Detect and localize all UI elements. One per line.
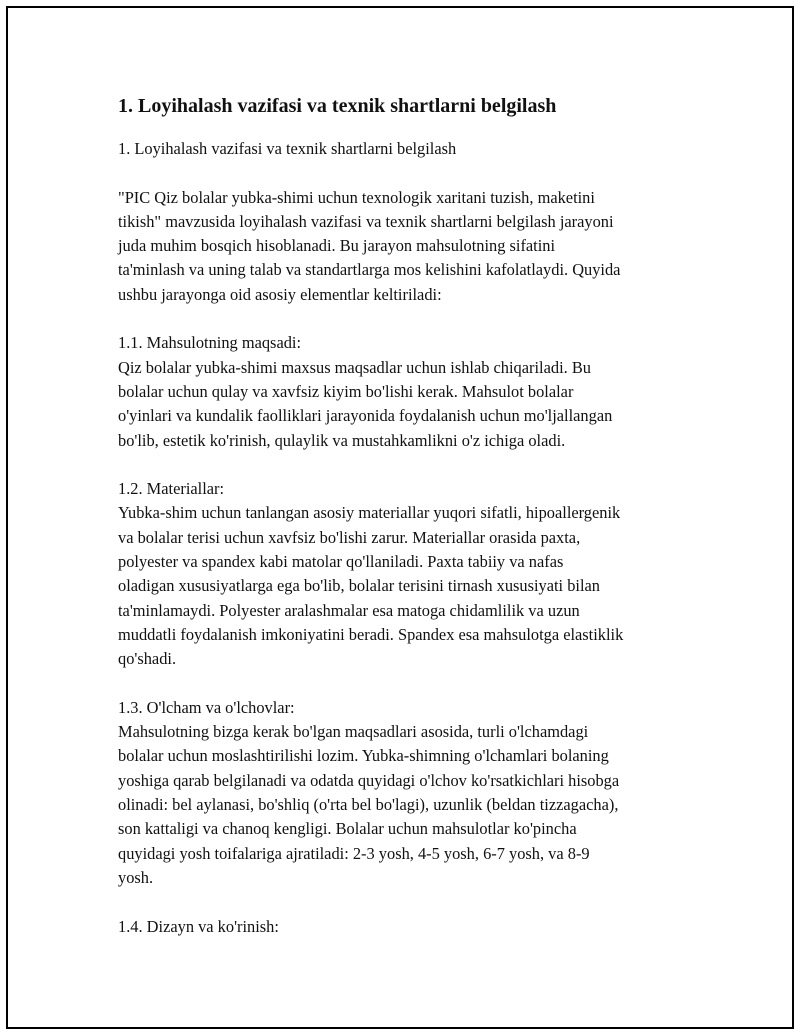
paragraph-line: muddatli foydalanish imkoniyatini beradi. Spandex esa mahsulotga elastiklik — [118, 624, 624, 644]
paragraph-line: olinadi: bel aylanasi, bo'shliq (o'rta bel bo'lagi), uzunlik (beldan tizzagacha), — [118, 795, 619, 815]
paragraph — [118, 186, 688, 307]
paragraph-line: quyidagi yosh toifalariga ajratiladi: 2-3 yosh, 4-5 yosh, 6-7 yosh, va 8-9 — [118, 843, 590, 863]
paragraph-line: Mahsulotning bizga kerak bo'lgan maqsadlari asosida, turli o'lchamdagi — [118, 722, 589, 742]
paragraph-line: juda muhim bosqich hisoblanadi. Bu jarayon mahsulotning sifatini — [118, 236, 556, 256]
paragraph-gap — [118, 890, 688, 914]
paragraph-gap — [118, 672, 688, 696]
paragraph-line: son kattaligi va chanoq kengligi. Bolalar uchun mahsulotlar ko'pincha — [118, 819, 577, 839]
paragraph-line: yoshiga qarab belgilanadi va odatda quyidagi o'lchov ko'rsatkichlari hisobga — [118, 770, 620, 790]
paragraph-gap — [118, 453, 688, 477]
paragraph-line: 1.1. Mahsulotning maqsadi: — [118, 333, 302, 353]
paragraph-line: oladigan xususiyatlarga ega bo'lib, bolalar terisini tirnash xususiyati bilan — [118, 576, 600, 596]
paragraph-line: 1.3. O'lcham va o'lchovlar: — [118, 697, 295, 717]
paragraph — [118, 331, 688, 452]
paragraph-line: ta'minlamaydi. Polyester aralashmalar esa matoga chidamlilik va uzun — [118, 600, 580, 620]
paragraph-line: bolalar uchun moslashtirilishi lozim. Yubka-shimning o'lchamlari bolaning — [118, 746, 609, 766]
paragraph-line: qo'shadi. — [118, 649, 177, 669]
paragraph-gap — [118, 307, 688, 331]
document-body — [118, 92, 688, 939]
document-heading: 1. Loyihalash vazifasi va texnik shartlarni belgilash — [118, 95, 557, 117]
paragraph-line: ushbu jarayonga oid asosiy elementlar keltiriladi: — [118, 284, 442, 304]
paragraph-gap — [118, 161, 688, 185]
paragraph-line: bolalar uchun qulay va xavfsiz kiyim bo'lishi kerak. Mahsulot bolalar — [118, 381, 574, 401]
paragraph-line: Yubka-shim uchun tanlangan asosiy materiallar yuqori sifatli, hipoallergenik — [118, 503, 621, 523]
paragraph — [118, 477, 688, 671]
paragraph-line: tikish" mavzusida loyihalash vazifasi va texnik shartlarni belgilash jarayoni — [118, 211, 614, 231]
paragraph-line: 1. Loyihalash vazifasi va texnik shartlarni belgilash — [118, 139, 457, 158]
paragraph — [118, 915, 688, 939]
paragraphs-container — [118, 137, 688, 939]
paragraph-line: polyester va spandex kabi matolar qo'llaniladi. Paxta tabiiy va nafas — [118, 552, 564, 572]
paragraph-line: o'yinlari va kundalik faolliklari jarayonida foydalanish uchun mo'ljallangan — [118, 406, 613, 426]
paragraph-line: bo'lib, estetik ko'rinish, qulaylik va mustahkamlikni o'z ichiga oladi. — [118, 430, 566, 450]
paragraph-line: va bolalar terisi uchun xavfsiz bo'lishi zarur. Materiallar orasida paxta, — [118, 527, 581, 547]
paragraph — [118, 696, 688, 890]
paragraph-line: ta'minlash va uning talab va standartlarga mos kelishini kafolatlaydi. Quyida — [118, 260, 621, 280]
paragraph-line: "PIC Qiz bolalar yubka-shimi uchun texnologik xaritani tuzish, maketini — [118, 187, 595, 207]
paragraph-line: yosh. — [118, 867, 154, 887]
paragraph — [118, 137, 688, 161]
paragraph-line: 1.4. Dizayn va ko'rinish: — [118, 916, 279, 936]
paragraph-line: 1.2. Materiallar: — [118, 479, 225, 499]
paragraph-line: Qiz bolalar yubka-shimi maxsus maqsadlar uchun ishlab chiqariladi. Bu — [118, 357, 591, 377]
